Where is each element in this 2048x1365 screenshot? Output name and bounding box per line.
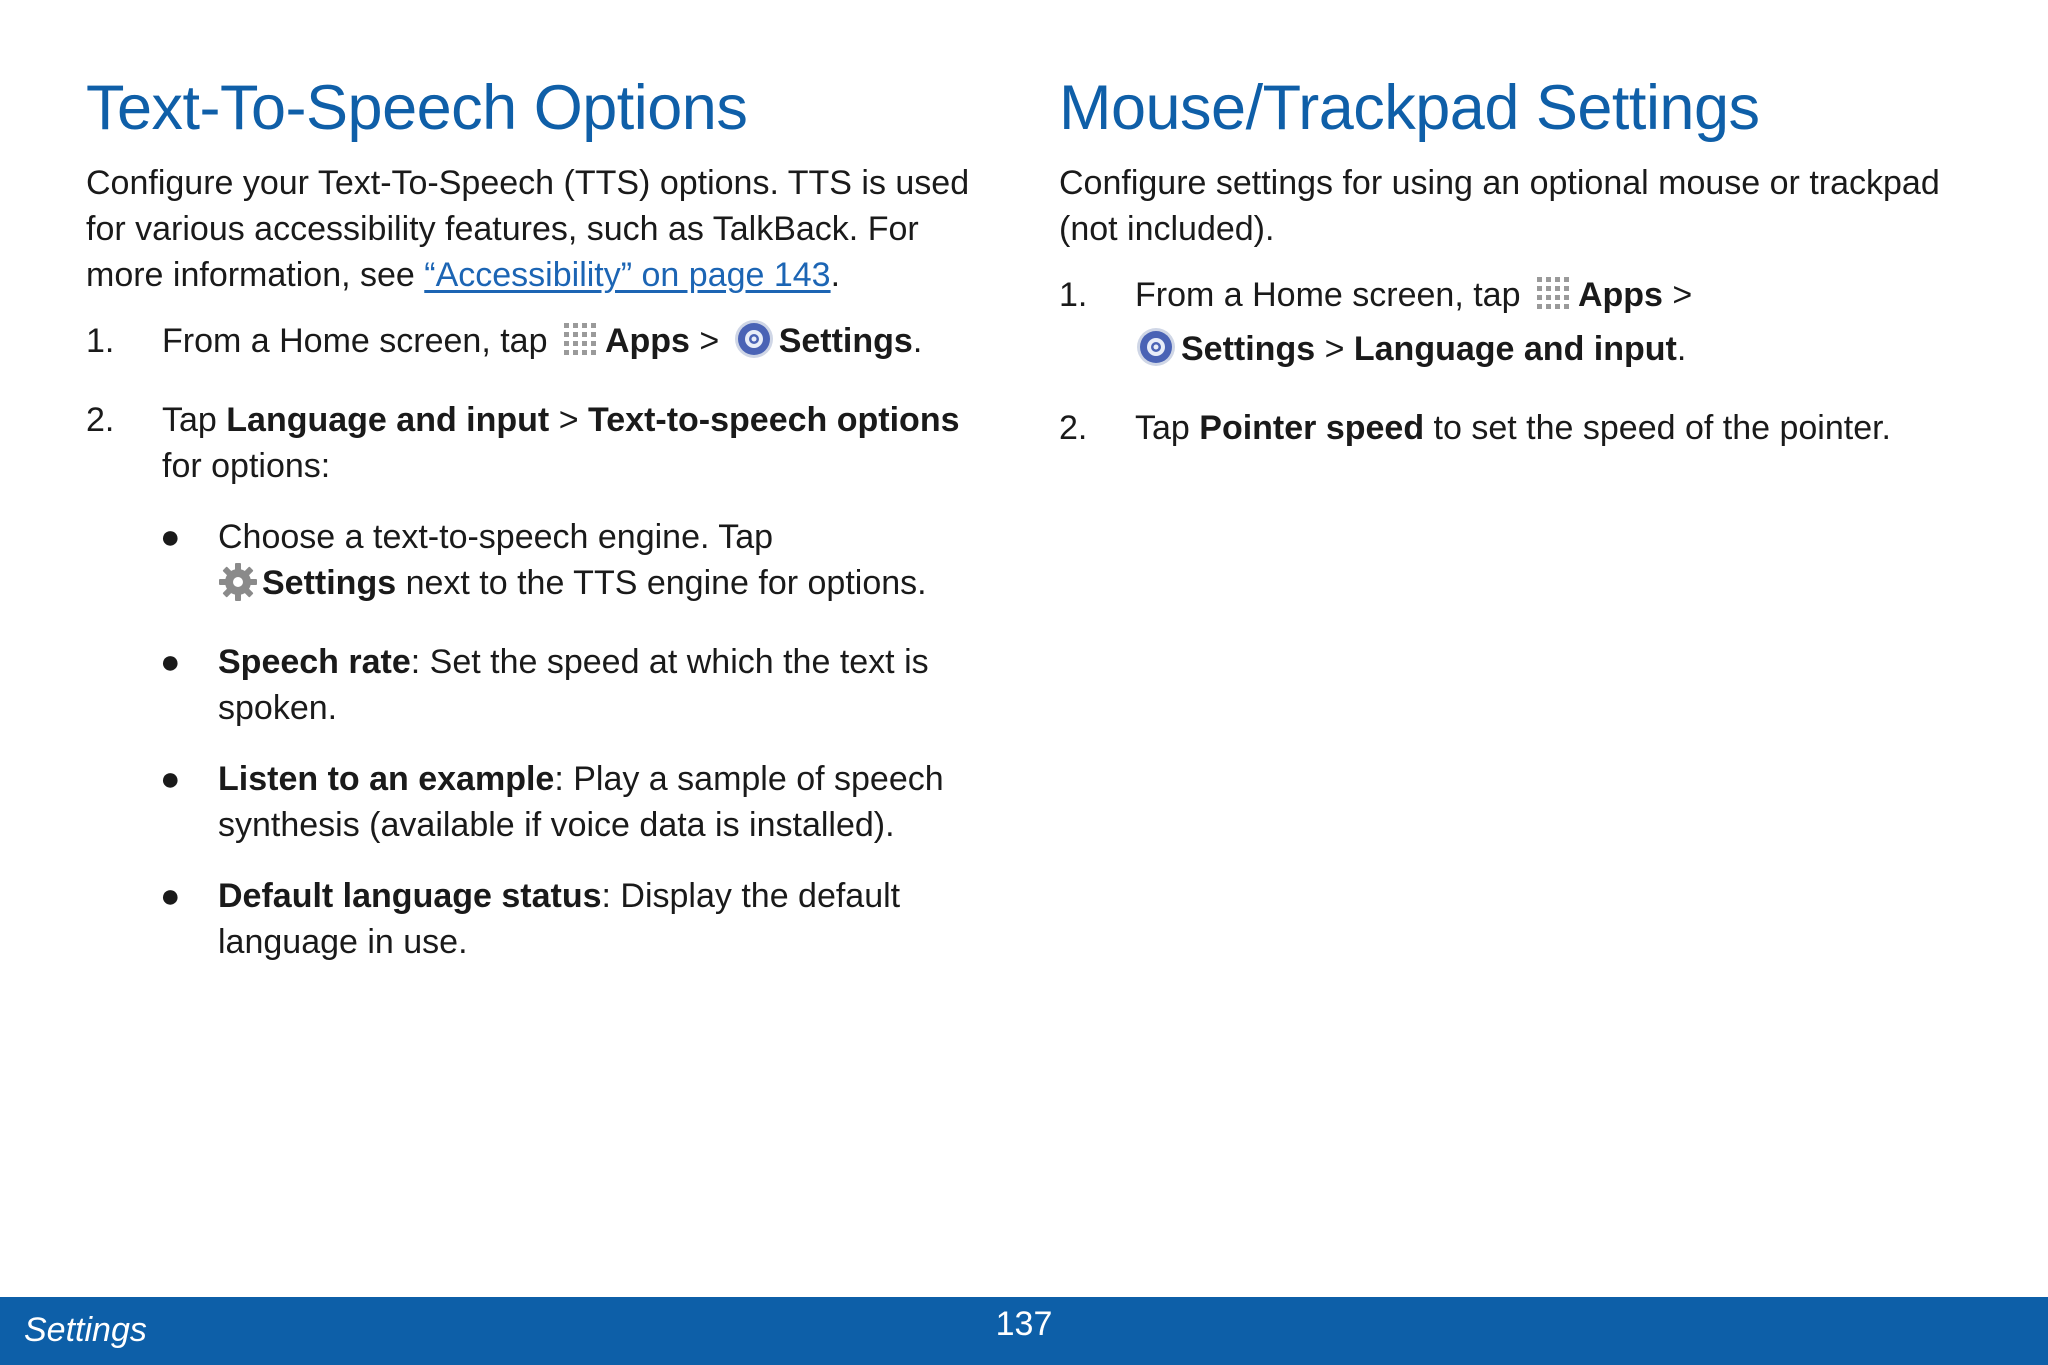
page-footer [0,1297,2048,1365]
tts-options-list [162,514,991,965]
settings-label: Settings [778,322,913,360]
mouse-step-1: 1. From a Home screen, tap Apps > Settings > Language and input. [1059,272,1999,380]
apps-grid-icon [1534,274,1574,326]
step-number: 1. [1059,276,1088,314]
step-number: 2. [1059,409,1088,447]
mouse-step-2: 2. Tap Pointer speed to set the speed of the pointer. [1059,405,1999,451]
gear-icon [218,562,258,614]
list-item: ● Speech rate: Set the speed at which the text is spoken. [160,643,929,727]
tts-intro-text: Configure your Text-To-Speech (TTS) options. TTS is used for various accessibility features, such as TalkBack. For more information, see [86,164,970,294]
mouse-trackpad-heading: Mouse/Trackpad Settings [1059,73,1760,143]
list-item: ● Listen to an example: Play a sample of speech synthesis (available if voice data is installed). [160,760,944,844]
right-column [1059,70,1999,476]
language-input-label: Language and input [1353,330,1677,368]
left-column [86,70,991,1015]
tts-options-heading: Text-To-Speech Options [86,73,748,143]
list-item: ● Choose a text-to-speech engine. Tap Settings next to the TTS engine for options. [162,514,991,614]
step-number: 2. [86,401,115,439]
pointer-speed-label: Pointer speed [1199,409,1425,447]
tts-step-2: 2. Tap Language and input > Text-to-speech options for options: ● Choose a text-to-speech engine. Tap Settings next to the TTS engine for options. ● Speech rate: Set the speed at which the text is spoken. ● Listen to an example: Play a sample of speech synthesis (available if voice data is installed). ● Default language status: Display the default language in use. [86,397,991,990]
tts-intro: Configure your Text-To-Speech (TTS) options. TTS is used for various accessibility features, such as TalkBack. For more information, see “Accessibility” on page 143. [86,164,970,294]
page-number: 137 [995,1305,1053,1343]
apps-label: Apps [604,322,690,360]
footer-section-title: Settings [24,1311,147,1349]
mouse-intro: Configure settings for using an optional mouse or trackpad (not included). [1059,164,1940,248]
apps-label: Apps [1577,276,1663,314]
settings-cog-icon [733,318,775,372]
settings-label: Settings [1181,330,1316,368]
step-number: 1. [86,322,115,360]
accessibility-link[interactable]: “Accessibility” on page 143 [424,256,831,294]
apps-grid-icon [561,320,601,372]
list-item: ● Default language status: Display the default language in use. [160,877,901,961]
language-input-label: Language and input [226,401,550,439]
tts-options-label: Text-to-speech options [588,401,960,439]
tts-step-1: 1. From a Home screen, tap Apps > Settings. [86,318,991,372]
settings-cog-icon [1135,326,1177,380]
